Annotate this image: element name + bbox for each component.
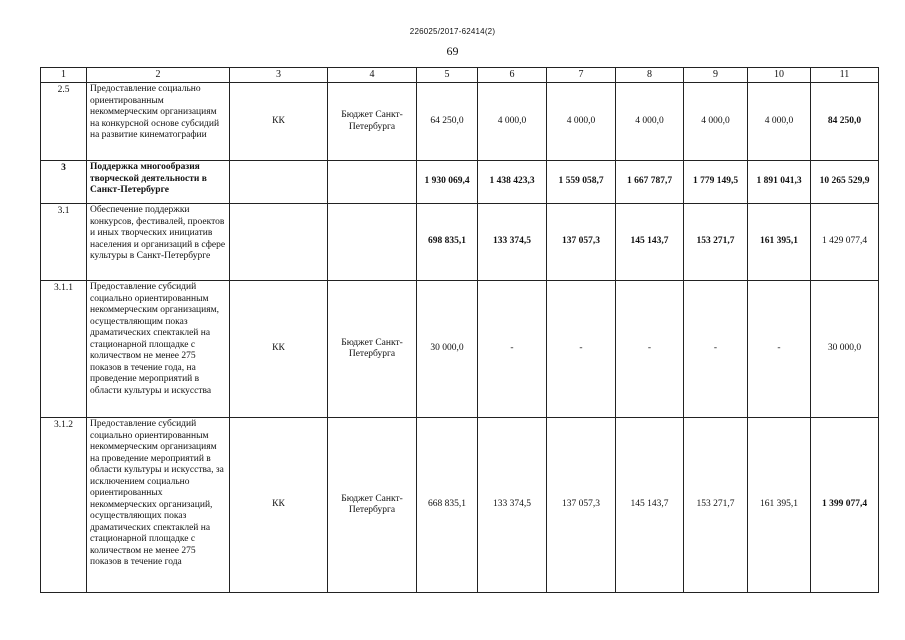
value-cell: 133 374,5	[478, 418, 547, 593]
table-row	[41, 83, 879, 161]
value-cell: 1 891 041,3	[748, 161, 811, 204]
table-row	[41, 418, 879, 593]
column-header: 3	[230, 68, 328, 83]
value-cell: 133 374,5	[478, 204, 547, 281]
row-executor	[230, 161, 328, 204]
row-source: Бюджет Санкт-Петербурга	[328, 281, 417, 418]
row-source: Бюджет Санкт-Петербурга	[328, 418, 417, 593]
table-header-row	[41, 68, 879, 83]
column-header: 9	[684, 68, 748, 83]
row-number: 3.1.1	[41, 281, 87, 418]
value-cell: 1 559 058,7	[547, 161, 616, 204]
value-cell: -	[547, 281, 616, 418]
column-header: 1	[41, 68, 87, 83]
column-header: 7	[547, 68, 616, 83]
value-cell: 153 271,7	[684, 204, 748, 281]
value-cell: 145 143,7	[616, 204, 684, 281]
value-cell: -	[748, 281, 811, 418]
row-number: 3.1	[41, 204, 87, 281]
value-cell: 145 143,7	[616, 418, 684, 593]
row-number: 3	[41, 161, 87, 204]
value-cell: 698 835,1	[417, 204, 478, 281]
column-header: 2	[87, 68, 230, 83]
row-description: Поддержка многообразия творческой деятельности в Санкт-Петербурге	[87, 161, 230, 204]
column-header: 6	[478, 68, 547, 83]
row-description: Предоставление субсидий социально ориентированным некоммерческим организациям на проведение мероприятий в области культуры и искусства, за исключением социально ориентированных некоммерческих организаций, осуществляющих показ драматических спектаклей на стационарной площадке с количеством не менее 275 показов в течение года	[87, 418, 230, 593]
table-row	[41, 204, 879, 281]
row-description: Предоставление субсидий социально ориентированным некоммерческим организациям, осуществляющим показ драматических спектаклей на стационарной площадке с количеством не менее 275 показов в течение года, на проведение мероприятий в области культуры и искусства	[87, 281, 230, 418]
row-description: Обеспечение поддержки конкурсов, фестивалей, проектов и иных творческих инициатив населения и организаций в сфере культуры в Санкт-Петербурге	[87, 204, 230, 281]
value-cell: 4 000,0	[748, 83, 811, 161]
value-cell: 153 271,7	[684, 418, 748, 593]
value-cell: 1 779 149,5	[684, 161, 748, 204]
value-cell: 64 250,0	[417, 83, 478, 161]
column-header: 8	[616, 68, 684, 83]
value-cell: 4 000,0	[478, 83, 547, 161]
total-cell: 30 000,0	[811, 281, 879, 418]
total-cell: 10 265 529,9	[811, 161, 879, 204]
row-executor: КК	[230, 281, 328, 418]
value-cell: 4 000,0	[616, 83, 684, 161]
total-cell: 1 429 077,4	[811, 204, 879, 281]
value-cell: 1 667 787,7	[616, 161, 684, 204]
value-cell: 668 835,1	[417, 418, 478, 593]
document-id: 226025/2017-62414(2)	[409, 27, 496, 36]
value-cell: 137 057,3	[547, 418, 616, 593]
column-header: 5	[417, 68, 478, 83]
value-cell: 1 438 423,3	[478, 161, 547, 204]
value-cell: -	[478, 281, 547, 418]
page-number: 69	[446, 44, 459, 58]
row-executor: КК	[230, 418, 328, 593]
row-number: 3.1.2	[41, 418, 87, 593]
total-cell: 84 250,0	[811, 83, 879, 161]
column-header: 4	[328, 68, 417, 83]
row-source	[328, 204, 417, 281]
table-row	[41, 281, 879, 418]
value-cell: 4 000,0	[547, 83, 616, 161]
column-header: 10	[748, 68, 811, 83]
value-cell: 1 930 069,4	[417, 161, 478, 204]
row-number: 2.5	[41, 83, 87, 161]
value-cell: 161 395,1	[748, 418, 811, 593]
value-cell: 137 057,3	[547, 204, 616, 281]
column-header: 11	[811, 68, 879, 83]
value-cell: -	[616, 281, 684, 418]
total-cell: 1 399 077,4	[811, 418, 879, 593]
value-cell: 161 395,1	[748, 204, 811, 281]
value-cell: 30 000,0	[417, 281, 478, 418]
value-cell: 4 000,0	[684, 83, 748, 161]
table-row	[41, 161, 879, 204]
row-executor: КК	[230, 83, 328, 161]
budget-table	[40, 67, 879, 593]
value-cell: -	[684, 281, 748, 418]
row-description: Предоставление социально ориентированным некоммерческим организациям на конкурсной основе субсидий на развитие кинематографии	[87, 83, 230, 161]
row-source: Бюджет Санкт-Петербурга	[328, 83, 417, 161]
row-executor	[230, 204, 328, 281]
row-source	[328, 161, 417, 204]
